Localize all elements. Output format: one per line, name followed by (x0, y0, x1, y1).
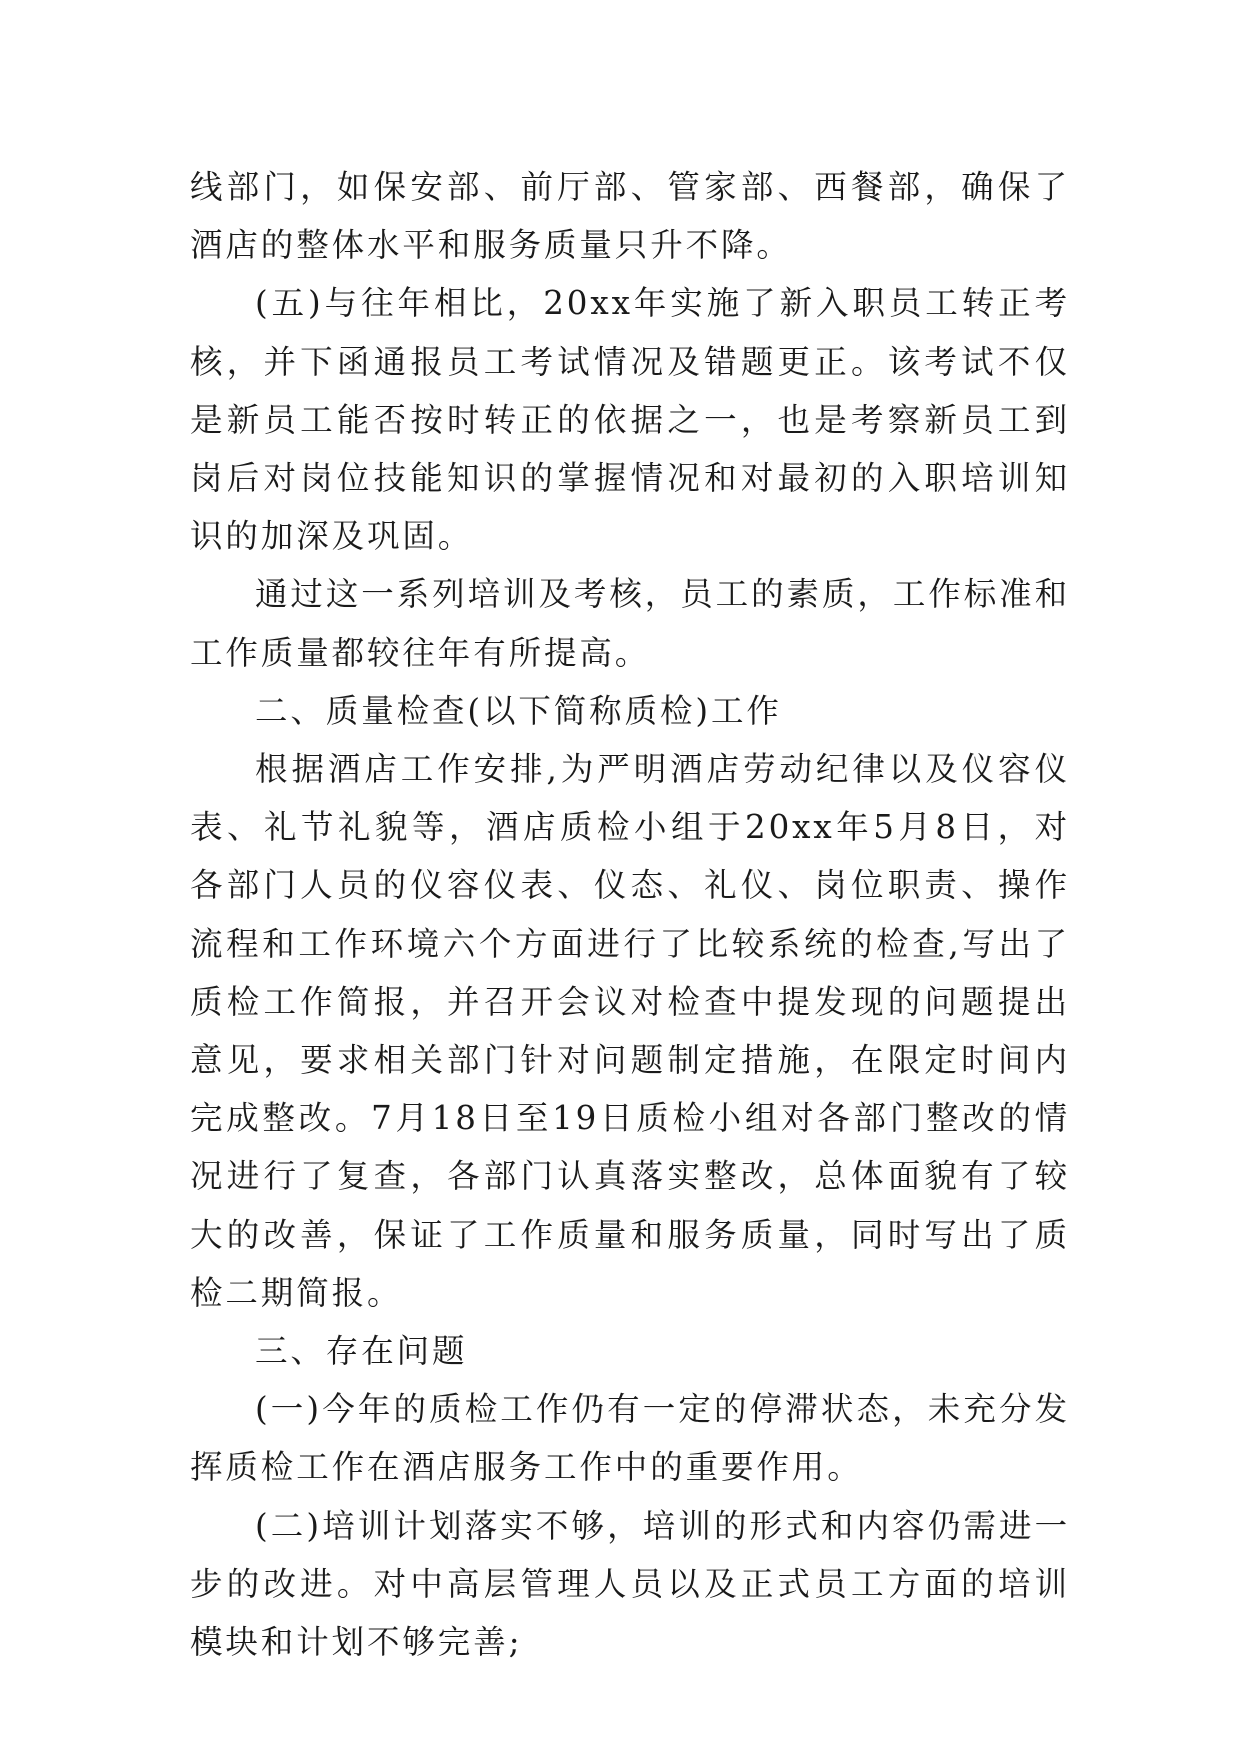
paragraph-problem-one: (一)今年的质检工作仍有一定的停滞状态，未充分发挥质检工作在酒店服务工作中的重要作用。 (190, 1390, 1070, 1487)
paragraph-item-five: (五)与往年相比，20xx年实施了新入职员工转正考核，并下函通报员工考试情况及错题更正。该考试不仅是新员工能否按时转正的依据之一，也是考察新员工到岗后对岗位技能知识的掌握情况和对最初的入职培训知识的加深及巩固。 (190, 284, 1070, 556)
document-body (190, 158, 1070, 1671)
paragraph-problem-two: (二)培训计划落实不够，培训的形式和内容仍需进一步的改进。对中高层管理人员以及正式员工方面的培训模块和计划不够完善; (190, 1506, 1070, 1662)
paragraph-continuation: 线部门，如保安部、前厅部、管家部、西餐部，确保了酒店的整体水平和服务质量只升不降。 (190, 168, 1070, 265)
paragraph-training-summary: 通过这一系列培训及考核，员工的素质，工作标准和工作质量都较往年有所提高。 (190, 575, 1070, 672)
paragraph-quality-inspection: 根据酒店工作安排,为严明酒店劳动纪律以及仪容仪表、礼节礼貌等，酒店质检小组于20xx年5月8日，对各部门人员的仪容仪表、仪态、礼仪、岗位职责、操作流程和工作环境六个方面进行了比较系统的检查,写出了质检工作简报，并召开会议对检查中提发现的问题提出意见，要求相关部门针对问题制定措施，在限定时间内完成整改。7月18日至19日质检小组对各部门整改的情况进行了复查，各部门认真落实整改，总体面貌有了较大的改善，保证了工作质量和服务质量，同时写出了质检二期简报。 (190, 750, 1070, 1312)
section-heading-problems: 三、存在问题 (255, 1332, 468, 1371)
section-heading-quality-inspection: 二、质量检查(以下简称质检)工作 (255, 691, 782, 730)
